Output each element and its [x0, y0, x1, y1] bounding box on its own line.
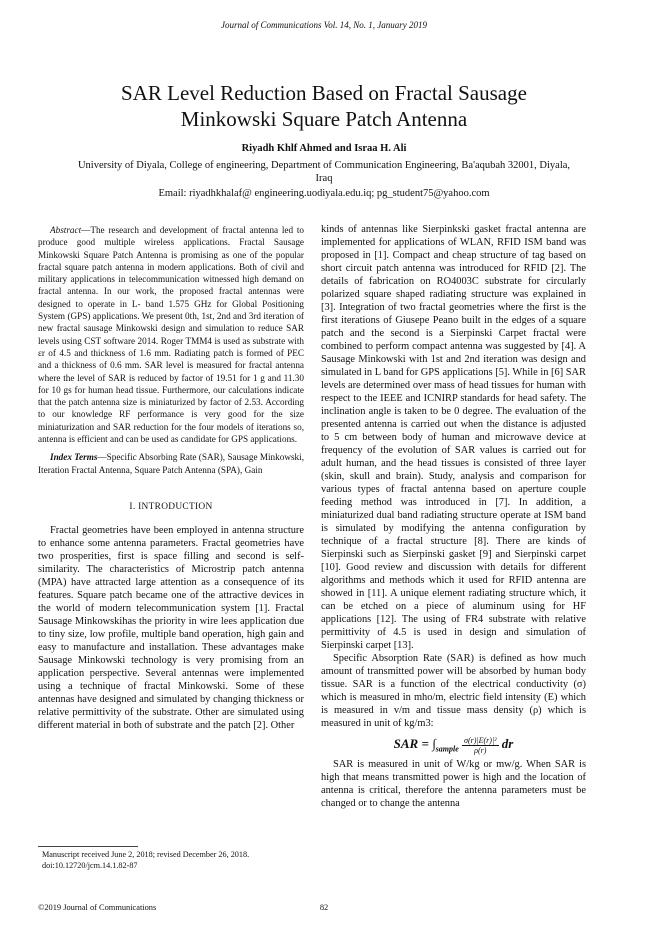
- abstract-lead: Abstract: [50, 225, 82, 235]
- sar-equation: [321, 732, 586, 756]
- related-work-paragraph: kinds of antennas like Sierpinkski gasket fractal antenna are implemented for applications of WLAN, RFID ISM band was proposed in [1]. Compact and cheap structure of tag based on short circuit patch antenna was introduced for RFID [2]. The details of fabrication on RO4003C substrate for circularly polarized square shaped radiating structure was explained in [3]. Integration of two fractal geometries where the first is the first iterations of Giusepe Peano built in the edges of a square patch and the second is a Sierpinski Carpet fractal were combined to perform compact antenna was suggested by [4]. A Sausage Minkowski with 1st and 2nd iteration was design and simulated in L band for GPS applications [5]. While in [6] SAR levels are determined over mass of head tissues for human with respect to the IEEE and ICNIRP standards for head safety. The inclination angle is taken to be 0 degree. The evaluation of the presented antenna is carried out when the distance is adjusted to 5 cm between body of human and microwave device at frequency of the evolution of SAR values is carried out for adult human, and the head tissues is consisted of three layer (skin, skull and brain). Study, analysis and comparison for various types of fractal antenna based on aperture couple feeding method was introduced in [7]. In addition, a miniaturized dual band radiating structure operate at ISM band is simulated by modifying the antenna configuration by technique of a fractal structure [8]. There are kinds of Sierpinski such as Sierpinski gasket [9] and Sierpinski carpet [10]. Good review and discussion with details for different algorithms and methods which it used for RFID antenna are showed in [11]. A unique element radiating structure which, it can be etched on a piece of aluminum using for HF applications [12]. The using of FR4 substrate with relative permittivity of 4.5 is used in design and simulation of Sierpinski carpet [13].: [321, 224, 586, 651]
- equation-numerator: σ(r)|E(r)|²: [464, 735, 497, 745]
- intro-paragraph: Fractal geometries have been employed in antenna structure to enhance some antenna parameters. Fractal geometries have two prosperities, first is space filling and second is self-similarity. The characteristics of Microstrip patch antenna (MPA) have attracted large attention as a consequence of its features. Square patch became one of the attractive devices in the world of modern telecommunication system [1]. Fractal Sausage Minkowskihas the priority in wire lees application due to tiny size, low profile, multiple band operation, high gain and easy to manufacture and installation. These advantages make Sausage Minkowski technology is very promising from an application perspective. Several antennas were implemented using a technique of fractal Minkowski. Some of these antennas have designed and simulated by changing thickness or relative permittivity of the substrate. Other are simulated using different material in both of substrate and the patch [2]. Other: [38, 524, 304, 731]
- footnote-received: Manuscript received June 2, 2018; revised December 26, 2018.: [42, 850, 250, 859]
- equation-denominator: ρ(r): [474, 745, 487, 755]
- index-terms-lead: Index Terms: [50, 452, 98, 463]
- footer-copyright: ©2019 Journal of Communications: [38, 903, 157, 912]
- index-terms: [38, 451, 304, 476]
- footnote: [42, 850, 304, 871]
- index-terms-text: —Specific Absorbing Rate (SAR), Sausage Minkowski, Iteration Fractal Antenna, Square Patch Antenna (SPA), Gain: [38, 452, 304, 475]
- affiliation-line-2: Iraq: [315, 173, 333, 184]
- title-line-1: SAR Level Reduction Based on Fractal Sausage: [121, 81, 527, 105]
- abstract-text: —The research and development of fractal antenna led to produce good multiple wireless applications. Fractal Sausage Minkowski Square Patch Antenna is promising as one of the popular fractal square patch antenna in modern applications. Both of civil and military applications in telecommunication witnessed high demand on fractal antenna. In our work, the proposed fractal antennas were designed to operate in L- band 1.575 GHz for Global Positioning System (GPS) applications. We present 0th, 1st, 2nd and 3rd iteration of new fractal sausage Minkowski design and simulation to reduce SAR levels using CST software 2014. Roger TMM4 is used as substrate with εr of 4.5 and thickness of 1.6 mm. Radiating patch is formed of PEC and a thickness of 0.6 mm. SAR level is measured for fractal antenna where the level of SAR is reduced by factor of 19.51 for 1 g and 11.30 for 10 gs for human head tissue. Furthermore, our calculations indicate that the patch antenna size is miniaturized by factor of 2.53. According to our knowledge RF performance is very good for the size miniaturization and SAR reduction for the four models of iterations so, antenna is efficient and can be used as candidate for GPS applications.: [38, 225, 304, 445]
- paper-title: [40, 80, 608, 132]
- affiliation-line-1: University of Diyala, College of engineering, Department of Communication Engineering, Ba'aqubah 32001, Diyala,: [77, 160, 571, 171]
- left-column: [38, 224, 304, 732]
- section-heading-introduction: I. INTRODUCTION: [129, 501, 213, 512]
- equation-lhs: SAR = ∫: [393, 736, 436, 751]
- sar-units-paragraph: SAR is measured in unit of W/kg or mw/g. When SAR is high that means transmitted power is high and the location of antenna is critical, therefore the antenna parameters must be changed or to change the antenna: [321, 759, 586, 809]
- affiliation: [40, 159, 608, 185]
- equation-subscript: sample: [435, 744, 459, 754]
- equation-fraction: [462, 736, 499, 755]
- sar-definition-paragraph: Specific Absorption Rate (SAR) is defined as how much amount of transmitted power will be absorbed by human body tissue. SAR is a function of the electrical conductivity (σ) which is measured in mho/m, electric field intensity (E) which is measured in v/m and tissue mass density (ρ) which is measured in unit of kg/m3:: [321, 653, 586, 729]
- right-column: [321, 223, 586, 810]
- abstract: [38, 224, 304, 445]
- page-number: 82: [319, 903, 329, 912]
- footnote-doi: doi:10.12720/jcm.14.1.82-87: [42, 860, 138, 870]
- footnote-divider: [38, 846, 138, 847]
- equation-rhs: dr: [501, 736, 514, 751]
- title-line-2: Minkowski Square Patch Antenna: [180, 107, 468, 131]
- email: Email: riyadhkhalaf@ engineering.uodiyala.edu.iq; pg_student75@yahoo.com: [158, 188, 490, 199]
- authors: Riyadh Khlf Ahmed and Israa H. Ali: [241, 143, 407, 154]
- journal-header: Journal of Communications Vol. 14, No. 1, January 2019: [221, 20, 427, 30]
